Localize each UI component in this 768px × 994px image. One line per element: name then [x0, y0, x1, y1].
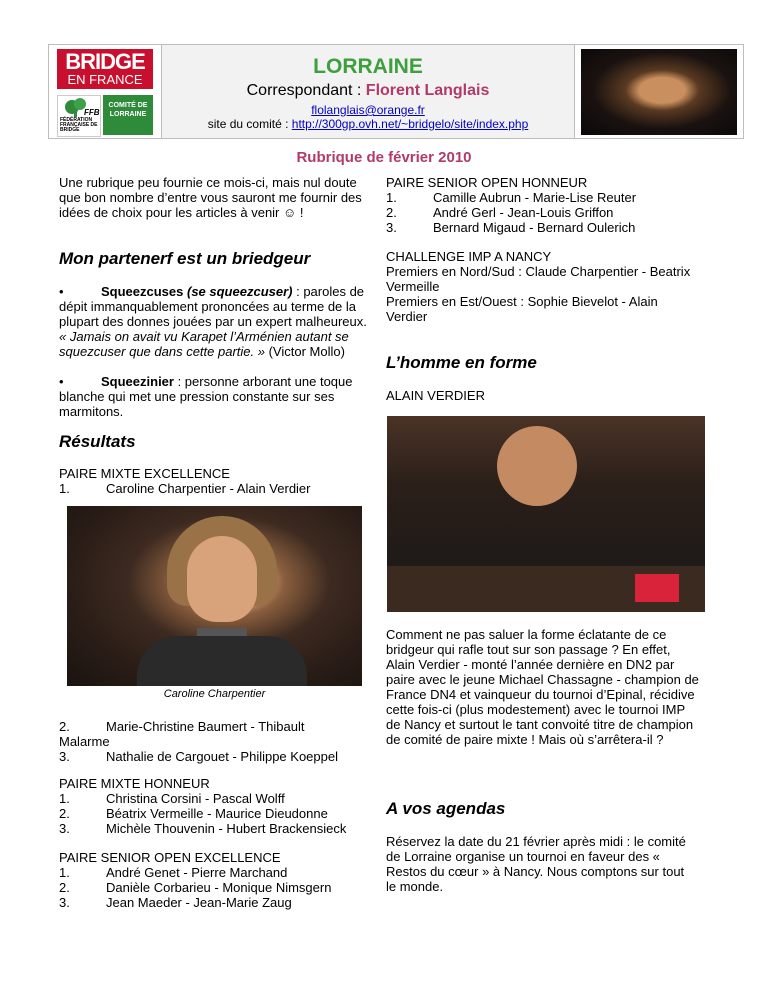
squeezinier-term: Squeezinier — [101, 374, 174, 389]
email-link[interactable]: flolanglais@orange.fr — [311, 103, 425, 117]
result-row — [59, 719, 369, 734]
squeezcuses-quote: « Jamais on avait vu Karapet l’Arménien autant se squezcuser que dans cette partie. » — [59, 329, 349, 359]
heading-partenaire: Mon partenerf est un briedgeur — [59, 249, 311, 268]
header-title-area — [161, 45, 575, 138]
pair-names: Danièle Corbarieu - Monique Nimsgern — [106, 880, 332, 895]
svg-text:FFB: FFB — [84, 108, 100, 117]
rank: 2. — [59, 880, 70, 895]
rank: 1. — [59, 481, 70, 496]
pair-names: Camille Aubrun - Marie-Lise Reuter — [433, 190, 637, 205]
ffb-subtitle: FÉDÉRATION FRANÇAISE DE BRIDGE — [60, 117, 98, 133]
rank: 3. — [59, 749, 70, 764]
bullet: • — [59, 374, 64, 389]
rank: 2. — [386, 205, 397, 220]
site-link[interactable]: http://300gp.ovh.net/~bridgelo/site/index.php — [291, 117, 529, 131]
rank: 2. — [59, 806, 70, 821]
squeezcuses-definition: : paroles de dépit immanquablement prononcées au terme de la plupart des donnes jouées par un expert malheureux. — [59, 284, 367, 329]
rank: 3. — [59, 821, 70, 836]
heading-homme-en-forme: L’homme en forme — [386, 353, 537, 372]
heading-agendas: A vos agendas — [386, 799, 506, 818]
result-row — [59, 481, 369, 496]
bullet: • — [59, 284, 64, 299]
result-row — [59, 895, 369, 910]
imp-title: CHALLENGE IMP A NANCY — [386, 249, 552, 264]
result-row — [386, 190, 702, 205]
pair-names: Michèle Thouvenin - Hubert Brackensieck — [106, 821, 347, 836]
alain-verdier-photo — [387, 416, 705, 612]
pair-names: Jean Maeder - Jean-Marie Zaug — [106, 895, 292, 910]
squeezinier-definition: : personne arborant une toque blanche qui met une pression constante sur ses marmitons. — [59, 374, 353, 419]
squeezcuses-variant: (se squeezcuser) — [183, 284, 293, 299]
rank: 1. — [59, 865, 70, 880]
logo-enfrance-text: EN FRANCE — [67, 72, 143, 87]
imp-est-ouest: Premiers en Est/Ouest : Sophie Bievelot - Alain Verdier — [386, 294, 658, 324]
site-line — [161, 117, 575, 131]
mixte-excellence-title: PAIRE MIXTE EXCELLENCE — [59, 466, 230, 481]
senior-honneur-title: PAIRE SENIOR OPEN HONNEUR — [386, 175, 588, 190]
agendas-text: Réservez la date du 21 février après midi : le comité de Lorraine organise un tournoi en faveur des « Restos du cœur » à Nancy. Nous comptons sur tout le monde. — [386, 834, 686, 894]
ffb-logo — [57, 95, 101, 137]
photo-column — [574, 45, 743, 138]
pair-names: Béatrix Vermeille - Maurice Dieudonne — [106, 806, 328, 821]
imp-nord-sud: Premiers en Nord/Sud : Claude Charpentier - Beatrix Vermeille — [386, 264, 691, 294]
site-label: site du comité : — [207, 117, 292, 131]
header-box — [48, 44, 744, 139]
pair-names: Christina Corsini - Pascal Wolff — [106, 791, 285, 806]
correspondant-photo — [581, 49, 737, 135]
homme-name: ALAIN VERDIER — [386, 388, 485, 403]
photo-coat — [137, 636, 307, 686]
result-row-continued: Malarme — [59, 734, 110, 749]
rank: 3. — [59, 895, 70, 910]
caroline-photo — [67, 506, 362, 686]
mixte-honneur-title: PAIRE MIXTE HONNEUR — [59, 776, 210, 791]
pair-names: Bernard Migaud - Bernard Oulerich — [433, 220, 636, 235]
rank: 1. — [59, 791, 70, 806]
intro-text: Une rubrique peu fournie ce mois-ci, mais nul doute que bon nombre d’entre vous sauront me fournir des idées de choix pour les articles à venir ☺ ! — [59, 175, 362, 220]
comite-line1: COMITÉ DE — [108, 102, 148, 109]
correspondant-label: Correspondant : — [246, 82, 366, 99]
photo-face — [187, 536, 257, 622]
tree-icon — [58, 96, 100, 118]
squeezcuses-entry — [59, 284, 369, 359]
result-row — [386, 220, 702, 235]
comite-lorraine-logo — [103, 95, 153, 135]
squeezcuses-term: Squeezcuses — [101, 284, 184, 299]
photo-face — [497, 426, 577, 506]
heading-resultats: Résultats — [59, 432, 136, 451]
logo-bridge-text: BRIDGE — [65, 49, 145, 74]
result-row — [59, 865, 369, 880]
photo-bidding-box — [635, 574, 679, 602]
logo-column — [49, 45, 162, 138]
pair-names: André Gerl - Jean-Louis Griffon — [433, 205, 614, 220]
rank: 2. — [59, 719, 70, 734]
squeezcuses-author: (Victor Mollo) — [264, 344, 345, 359]
bridge-en-france-logo — [57, 49, 153, 89]
pair-names: Caroline Charpentier - Alain Verdier — [106, 481, 311, 496]
result-row — [386, 205, 702, 220]
rank: 3. — [386, 220, 397, 235]
photo-caption: Caroline Charpentier — [163, 688, 266, 700]
result-row — [59, 806, 369, 821]
pair-names: Nathalie de Cargouet - Philippe Koeppel — [106, 749, 338, 764]
comite-line2: LORRAINE — [109, 111, 147, 118]
result-row — [59, 791, 369, 806]
rank: 1. — [386, 190, 397, 205]
result-row — [59, 880, 369, 895]
correspondant-line — [161, 81, 575, 101]
rubrique-title: Rubrique de février 2010 — [296, 149, 472, 166]
senior-excellence-title: PAIRE SENIOR OPEN EXCELLENCE — [59, 850, 281, 865]
result-row — [59, 749, 369, 764]
pair-names: André Genet - Pierre Marchand — [106, 865, 288, 880]
homme-text: Comment ne pas saluer la forme éclatante de ce bridgeur qui rafle tout sur son passage ? En effet, Alain Verdier - monté l’année dernière en DN2 par paire avec le jeune Michael Chassagne - champion de France DN4 et vainqueur du tournoi d’Epinal, récidive cette fois-ci (plus modestement) avec le tournoi IMP de Nancy et surtout le tant convoité titre de champion de comité de paire mixte ! Mais où s’arrêtera-il ? — [386, 627, 699, 747]
pair-names: Marie-Christine Baumert - Thibault — [106, 719, 305, 734]
correspondant-name: Florent Langlais — [365, 82, 490, 99]
region-title: LORRAINE — [313, 55, 423, 78]
squeezinier-entry — [59, 374, 369, 419]
result-row — [59, 821, 369, 836]
